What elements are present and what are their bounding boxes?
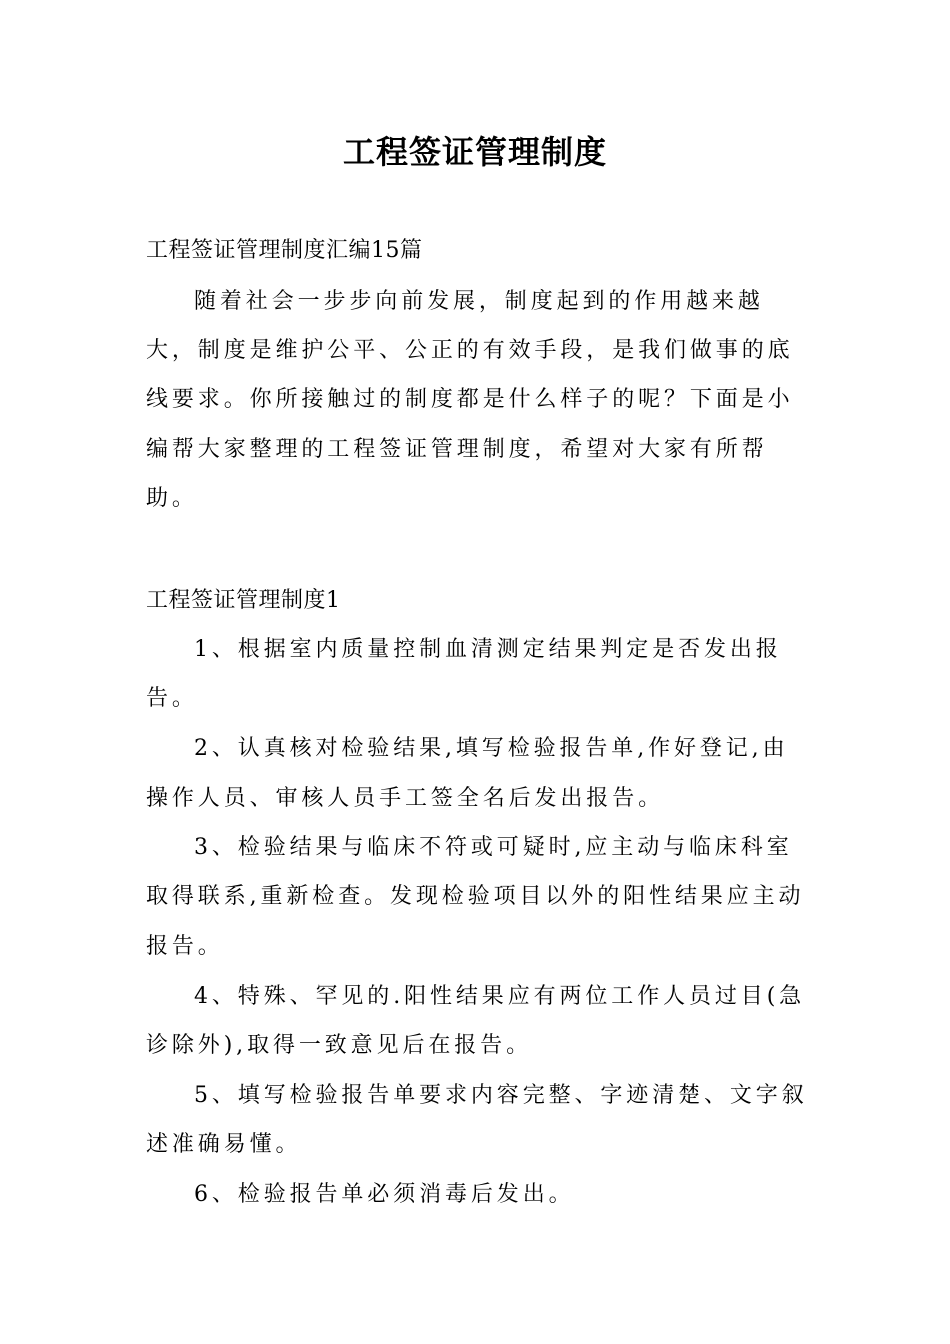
item-3-line-1: 3、检验结果与临床不符或可疑时,应主动与临床科室 xyxy=(194,835,793,860)
item-2-line-2: 操作人员、审核人员手工签全名后发出报告。 xyxy=(146,786,665,811)
intro-line-1: 随着社会一步步向前发展，制度起到的作用越来越 xyxy=(194,289,764,314)
intro-line-2: 大，制度是维护公平、公正的有效手段，是我们做事的底 xyxy=(146,338,794,363)
item-4-line-1: 4、特殊、罕见的.阳性结果应有两位工作人员过目(急 xyxy=(194,984,806,1009)
item-5-line-1: 5、填写检验报告单要求内容完整、字迹清楚、文字叙 xyxy=(194,1083,808,1108)
intro-line-5: 助。 xyxy=(146,486,198,511)
item-1-line-1: 1、根据室内质量控制血清测定结果判定是否发出报 xyxy=(194,637,782,662)
item-3-line-2: 取得联系,重新检查。发现检验项目以外的阳性结果应主动 xyxy=(146,884,805,909)
item-1-line-2: 告。 xyxy=(146,686,198,711)
item-4-line-2: 诊除外),取得一致意见后在报告。 xyxy=(146,1033,532,1058)
item-5-line-2: 述准确易懂。 xyxy=(146,1132,302,1157)
item-6-line-1: 6、检验报告单必须消毒后发出。 xyxy=(194,1182,575,1207)
item-2-line-1: 2、认真核对检验结果,填写检验报告单,作好登记,由 xyxy=(194,736,789,761)
collection-heading: 工程签证管理制度汇编15篇 xyxy=(146,238,423,263)
section-heading-1: 工程签证管理制度1 xyxy=(146,588,341,613)
item-3-line-3: 报告。 xyxy=(146,934,224,959)
intro-line-4: 编帮大家整理的工程签证管理制度，希望对大家有所帮 xyxy=(146,437,768,462)
intro-line-3: 线要求。你所接触过的制度都是什么样子的呢？下面是小 xyxy=(146,387,794,412)
document-title: 工程签证管理制度 xyxy=(342,133,607,171)
